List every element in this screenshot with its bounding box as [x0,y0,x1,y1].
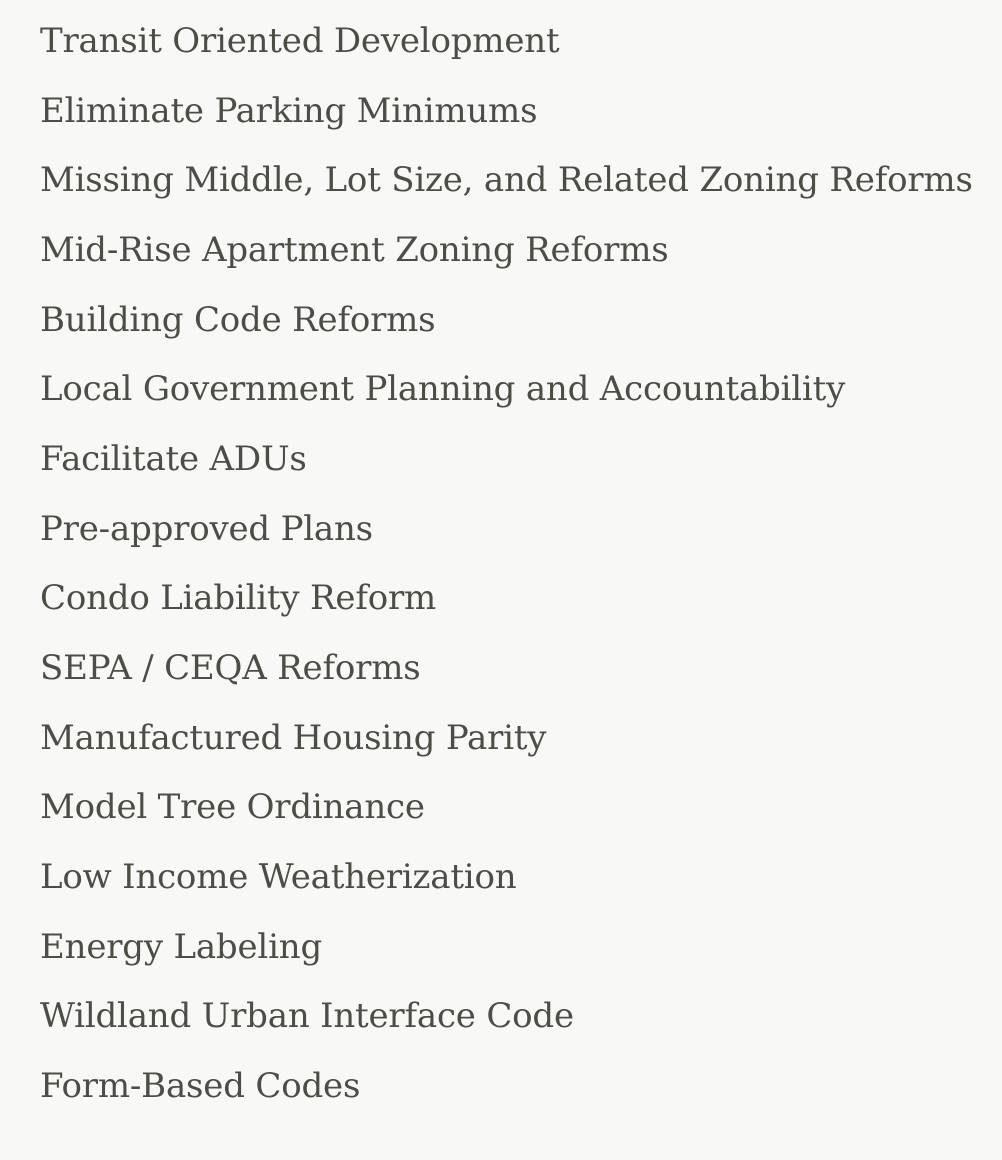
policy-item-label: Eliminate Parking Minimums [40,90,538,131]
policy-item-condo-liability-reform[interactable] [40,575,1002,645]
policy-item-form-based-codes[interactable] [40,1063,1002,1133]
policy-item-label: Facilitate ADUs [40,438,307,479]
policy-item-label: Energy Labeling [40,926,323,967]
policy-item-label: Wildland Urban Interface Code [40,996,574,1037]
policy-item-label: Low Income Weatherization [40,856,517,897]
policy-item-low-income-weatherization[interactable] [40,854,1002,924]
policy-item-label: Form-Based Codes [40,1065,361,1106]
policy-item-label: Transit Oriented Development [40,21,560,61]
policy-item-building-code-reforms[interactable] [40,297,1002,367]
policy-item-label: Pre-approved Plans [40,508,373,549]
policy-item-label: Mid-Rise Apartment Zoning Reforms [40,229,669,270]
policy-item-label: Model Tree Ordinance [40,787,425,828]
policy-item-local-government-planning[interactable] [40,366,1002,436]
policy-item-missing-middle-zoning-reforms[interactable] [40,157,1002,227]
policy-item-label: SEPA / CEQA Reforms [40,647,421,688]
policy-item-label: Manufactured Housing Parity [40,717,547,758]
policy-item-label: Condo Liability Reform [40,578,437,619]
policy-item-model-tree-ordinance[interactable] [40,784,1002,854]
policy-item-energy-labeling[interactable] [40,924,1002,994]
policy-item-label: Local Government Planning and Accountability [40,369,846,410]
policy-item-transit-oriented-development[interactable] [40,18,1002,88]
policy-item-mid-rise-apartment-zoning-reforms[interactable] [40,227,1002,297]
policy-item-facilitate-adus[interactable] [40,436,1002,506]
policy-item-wildland-urban-interface-code[interactable] [40,993,1002,1063]
policy-item-sepa-ceqa-reforms[interactable] [40,645,1002,715]
policy-item-eliminate-parking-minimums[interactable] [40,88,1002,158]
policy-item-label: Missing Middle, Lot Size, and Related Zoning Reforms [40,160,973,201]
policy-item-pre-approved-plans[interactable] [40,506,1002,576]
policy-item-label: Building Code Reforms [40,299,436,340]
policy-item-manufactured-housing-parity[interactable] [40,715,1002,785]
